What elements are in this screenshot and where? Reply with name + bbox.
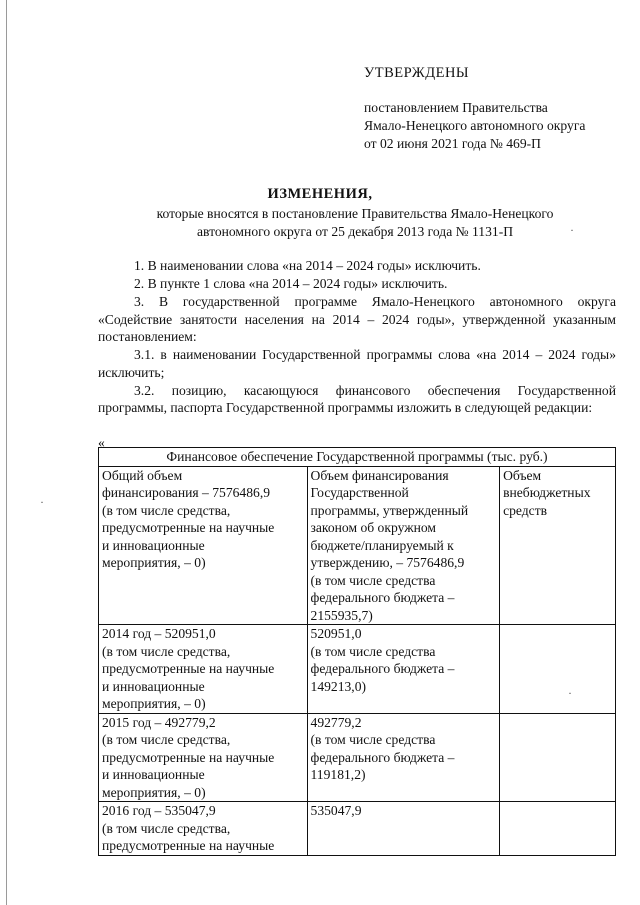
table-cell-extrabudget — [500, 466, 616, 625]
financing-table — [98, 447, 616, 856]
document-body — [98, 257, 616, 417]
table-row — [99, 713, 616, 802]
opening-quote: « — [98, 435, 105, 450]
document-title: ИЗМЕНЕНИЯ, — [267, 186, 373, 202]
page-left-edge — [6, 0, 7, 905]
table-cell-total — [99, 625, 308, 714]
approval-line: Ямало-Ненецкого автономного округа — [364, 118, 586, 133]
cell-line: федерального бюджета – — [310, 590, 455, 605]
cell-line: (в том числе средства — [310, 732, 436, 747]
table-header-row — [99, 448, 616, 467]
cell-line: законом об окружном — [310, 520, 436, 535]
subtitle-line: которые вносятся в постановление Правительства Ямало-Ненецкого — [156, 206, 554, 221]
table-cell-total — [99, 713, 308, 802]
paragraph: 3.2. позицию, касающуюся финансового обеспечения Государственной программы, паспорта Государственной программы изложить в следующей редакции: — [98, 382, 616, 415]
cell-line: и инновационные — [102, 678, 205, 694]
cell-line: Государственной — [310, 485, 409, 500]
cell-line: предусмотренные на научные — [102, 520, 275, 535]
table-cell-budget — [307, 802, 500, 856]
cell-line: 492779,2 — [310, 714, 362, 730]
cell-line: финансирования – 7576486,9 — [102, 485, 271, 500]
cell-line: бюджете/планируемый к — [310, 537, 454, 553]
cell-line: и инновационные — [102, 767, 205, 782]
cell-line: предусмотренные на научные — [102, 661, 275, 676]
cell-line: (в том числе средства, — [102, 643, 231, 659]
approval-line: постановлением Правительства — [364, 100, 548, 115]
document-subtitle — [0, 205, 640, 241]
cell-line: (в том числе средства, — [102, 820, 231, 836]
cell-line: 2155935,7) — [310, 607, 373, 623]
scan-speck: · — [568, 686, 572, 700]
scan-speck: · — [40, 495, 44, 509]
paragraph: 3. В государственной программе Ямало-Ненецкого автономного округа «Содействие занятости населения на 2014 – 2024 годы», утвержденной указанным постановлением: — [98, 294, 616, 344]
paragraph: 3.1. в наименовании Государственной программы слова «на 2014 – 2024 годы» исключить; — [98, 347, 616, 380]
cell-line: средств — [503, 502, 548, 518]
table-row — [99, 466, 616, 625]
cell-line: 149213,0) — [310, 678, 367, 694]
cell-line: программы, утвержденный — [310, 502, 469, 518]
cell-line: мероприятия, – 0) — [102, 696, 206, 711]
cell-line: утверждению, – 7576486,9 — [310, 555, 465, 570]
table-cell-budget — [307, 625, 500, 714]
paragraph: 1. В наименовании слова «на 2014 – 2024 годы» исключить. — [134, 258, 481, 273]
cell-line: предусмотренные на научные — [102, 749, 275, 765]
approval-heading: УТВЕРЖДЕНЫ — [364, 65, 470, 81]
approval-block — [364, 64, 585, 153]
table-row — [99, 625, 616, 714]
cell-line: Объем финансирования — [310, 467, 449, 483]
cell-line: (в том числе средства — [310, 643, 436, 659]
table-cell-budget — [307, 466, 500, 625]
table-cell-budget — [307, 713, 500, 802]
cell-line: 119181,2) — [310, 767, 366, 782]
cell-line: федерального бюджета – — [310, 661, 455, 676]
table-cell-extrabudget — [500, 625, 616, 714]
cell-line: и инновационные — [102, 537, 205, 553]
cell-line: Объем — [503, 467, 542, 483]
cell-line: мероприятия, – 0) — [102, 555, 206, 570]
cell-line: 2014 год – 520951,0 — [102, 626, 216, 641]
cell-line: (в том числе средства, — [102, 732, 231, 747]
cell-line: 535047,9 — [310, 803, 362, 818]
cell-line: 520951,0 — [310, 626, 362, 641]
table-cell-total — [99, 802, 308, 856]
cell-line: мероприятия, – 0) — [102, 784, 206, 800]
subtitle-line: автономного округа от 25 декабря 2013 года № 1131-П — [196, 224, 514, 239]
table-row — [99, 802, 616, 856]
cell-line: 2015 год – 492779,2 — [102, 714, 216, 730]
cell-line: федерального бюджета – — [310, 749, 455, 765]
scan-speck: · — [570, 223, 574, 237]
cell-line: внебюджетных — [503, 485, 591, 500]
paragraph: 2. В пункте 1 слова «на 2014 – 2024 годы» исключить. — [134, 276, 448, 291]
table-cell-extrabudget — [500, 713, 616, 802]
cell-line: 2016 год – 535047,9 — [102, 803, 216, 818]
table-cell-total — [99, 466, 308, 625]
table-header: Финансовое обеспечение Государственной программы (тыс. руб.) — [99, 448, 616, 467]
cell-line: Общий объем — [102, 467, 183, 483]
table-cell-extrabudget — [500, 802, 616, 856]
cell-line: предусмотренные на научные — [102, 838, 275, 853]
approval-line: от 02 июня 2021 года № 469-П — [364, 136, 541, 151]
cell-line: (в том числе средства, — [102, 502, 231, 518]
cell-line: (в том числе средства — [310, 572, 436, 588]
